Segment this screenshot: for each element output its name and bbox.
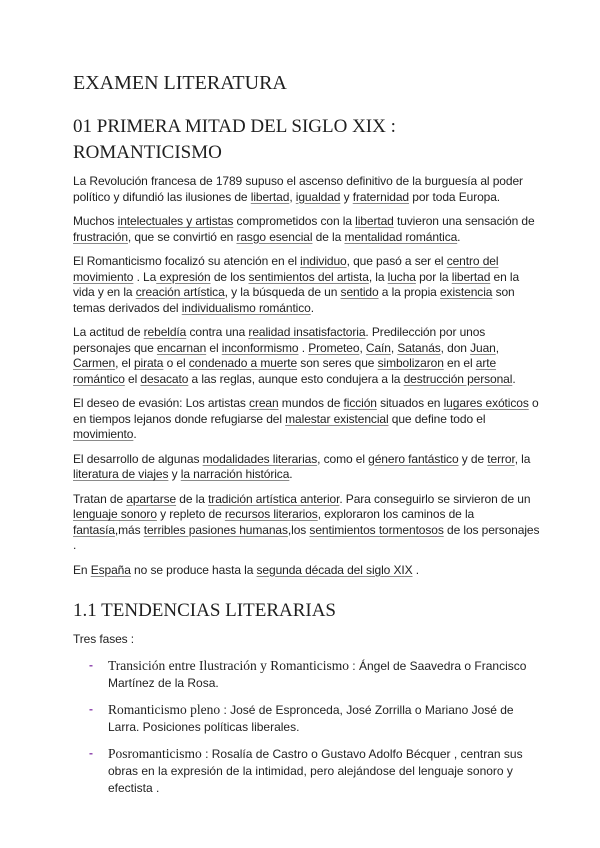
underlined-term: apartarse (126, 491, 177, 506)
phase-text: : Ángel de Saavedra o Francisco Martínez de la Rosa. (108, 658, 527, 690)
underlined-term: tradición artística anterior (208, 491, 340, 506)
underlined-term: Carmen (73, 356, 116, 370)
underlined-term: centro del movimiento (73, 254, 499, 284)
underlined-term: crean (249, 396, 279, 410)
underlined-term: condenado a muerte (188, 356, 298, 370)
underlined-term: malestar existencial (285, 411, 389, 426)
document-title: EXAMEN LITERATURA (73, 72, 287, 94)
underlined-term: pirata (133, 356, 164, 370)
paragraph: Tratan de apartarse de la tradición artística anterior. Para conseguirlo se sirvieron de un lenguaje sonoro y repleto de recursos literarios, exploraron los caminos de la fantasía,más terribles pasiones humanas,los sentimientos tormentosos de los personajes . (73, 491, 540, 552)
underlined-term: fantasía (73, 522, 115, 537)
underlined-term: segunda década del siglo XIX (256, 562, 413, 577)
phase-text: : Rosalía de Castro o Gustavo Adolfo Bécquer , centran sus obras en la expresión de la intimidad, pero alejándose del lenguaje sonoro y efectista . (108, 746, 523, 795)
bullet-dash-icon: - (89, 701, 93, 716)
list-item (89, 701, 540, 736)
paragraph: El desarrollo de algunas modalidades literarias, como el género fantástico y de terror, la literatura de viajes y la narración histórica. (73, 451, 531, 481)
underlined-term: España (90, 562, 131, 577)
underlined-term: terror (487, 451, 515, 466)
underlined-term: inconformismo (221, 340, 299, 355)
paragraph: El Romanticismo focalizó su atención en el individuo, que pasó a ser el centro del movimiento . La expresión de los sentimientos del artista, la lucha por la libertad en la vida y en la creación artística, y la búsqueda de un sentido a la propia existencia son temas derivados del individualismo romántico. (73, 254, 520, 315)
underlined-term: encarnan (156, 340, 207, 355)
underlined-term: mentalidad romántica (344, 229, 458, 244)
underlined-term: Satanás (397, 340, 441, 355)
underlined-term: individualismo romántico (181, 300, 311, 315)
underlined-term: sentimientos del artista (248, 269, 369, 284)
underlined-term: sentido (340, 285, 379, 299)
underlined-term: lucha (387, 269, 416, 284)
underlined-term: recursos literarios (224, 507, 318, 521)
underlined-term: desacato (140, 371, 189, 386)
underlined-term: rasgo esencial (236, 229, 313, 244)
underlined-term: lenguaje sonoro (73, 507, 157, 521)
underlined-term: libertad (250, 189, 290, 204)
underlined-term: sentimientos tormentosos (309, 522, 444, 537)
underlined-term: destrucción personal (403, 371, 513, 386)
underlined-term: creación artística (135, 285, 225, 299)
underlined-term: Caín (365, 340, 391, 355)
phases-intro: Tres fases : (73, 632, 135, 646)
underlined-term: libertad (451, 269, 491, 284)
underlined-term: expresión (156, 269, 211, 284)
paragraph: En España no se produce hasta la segunda década del siglo XIX . (73, 562, 419, 577)
paragraph: El deseo de evasión: Los artistas crean mundos de ficción situados en lugares exóticos o en tiempos lejanos donde refugiarse del malestar existencial que define todo el movimiento. (73, 396, 539, 441)
underlined-term: movimiento (73, 427, 134, 441)
underlined-term: modalidades literarias (202, 451, 318, 466)
underlined-term: igualdad (295, 189, 341, 204)
underlined-term: libertad (355, 214, 394, 228)
underlined-term: ficción (343, 396, 377, 410)
phase-name: Romanticismo pleno (108, 701, 221, 717)
underlined-term: género fantástico (368, 451, 459, 466)
underlined-term: arte romántico (73, 356, 497, 386)
underlined-term: rebeldía (143, 325, 187, 339)
underlined-term: realidad insatisfactoria (248, 325, 366, 339)
underlined-term: lugares exóticos (443, 396, 529, 410)
underlined-term: existencia (439, 285, 493, 299)
phase-name: Transición entre Ilustración y Romanticismo (108, 657, 349, 673)
list-item (89, 657, 540, 692)
paragraph: Muchos intelectuales y artistas comprometidos con la libertad tuvieron una sensación de frustración, que se convirtió en rasgo esencial de la mentalidad romántica. (73, 214, 535, 244)
underlined-term: literatura de viajes (73, 467, 169, 481)
underlined-term: frustración (73, 229, 128, 244)
underlined-term: simbolizaron (377, 356, 444, 370)
bullet-dash-icon: - (89, 657, 93, 672)
underlined-term: Prometeo (308, 340, 360, 355)
paragraph: La Revolución francesa de 1789 supuso el ascenso definitivo de la burguesía al poder político y difundió las ilusiones de libertad, igualdad y fraternidad por toda Europa. (73, 174, 523, 204)
bullet-dash-icon: - (89, 745, 93, 760)
paragraph: La actitud de rebeldía contra una realidad insatisfactoria. Predilección por unos personajes que encarnan el inconformismo . Prometeo, Caín, Satanás, don Juan, Carmen, el pirata o el condenado a muerte son seres que simbolizaron en el arte romántico el desacato a las reglas, aunque esto condujera a la destrucción personal. (73, 325, 516, 386)
underlined-term: Juan (470, 340, 496, 355)
phase-text: : José de Espronceda, José Zorrilla o Mariano José de Larra. Posiciones políticas liberales. (108, 702, 514, 734)
section-body (73, 174, 540, 578)
phase-name: Posromanticismo (108, 745, 202, 761)
section-title: 01 PRIMERA MITAD DEL SIGLO XIX : ROMANTICISMO (73, 116, 396, 163)
underlined-term: individuo (300, 254, 347, 268)
underlined-term: fraternidad (352, 189, 410, 204)
phases-list (73, 657, 540, 797)
list-item (89, 745, 540, 797)
underlined-term: intelectuales y artistas (117, 214, 234, 228)
underlined-term: la narración histórica (180, 467, 290, 481)
underlined-term: terribles pasiones humanas (143, 522, 288, 537)
subsection-title: 1.1 TENDENCIAS LITERARIAS (73, 600, 337, 621)
